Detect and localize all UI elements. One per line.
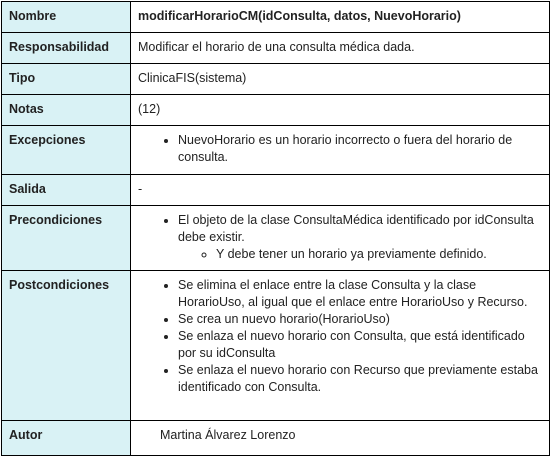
list-item: • Se enlaza el nuevo horario con Consulta, que está identificado por su idConsulta — [178, 328, 542, 362]
postcondiciones-list — [138, 277, 542, 396]
value-postcondiciones — [131, 271, 550, 421]
label-excepciones: Excepciones — [2, 126, 131, 175]
label-tipo: Tipo — [2, 64, 131, 95]
value-nombre: modificarHorarioCM(idConsulta, datos, NuevoHorario) — [131, 2, 550, 33]
row-salida — [2, 175, 550, 206]
operation-contract-table — [1, 1, 550, 456]
label-nombre: Nombre — [2, 2, 131, 33]
list-item-text: El objeto de la clase ConsultaMédica identificado por idConsulta debe existir. — [178, 213, 534, 244]
list-item: • Se elimina el enlace entre la clase Consulta y la clase HorarioUso, al igual que el enlace entre HorarioUso y Recurso. — [178, 277, 542, 311]
value-tipo: ClinicaFIS(sistema) — [131, 64, 550, 95]
row-excepciones — [2, 126, 550, 175]
label-precondiciones: Precondiciones — [2, 206, 131, 271]
value-responsabilidad: Modificar el horario de una consulta médica dada. — [131, 33, 550, 64]
label-autor: Autor — [2, 421, 131, 456]
value-precondiciones — [131, 206, 550, 271]
row-responsabilidad — [2, 33, 550, 64]
list-item: • Se crea un nuevo horario(HorarioUso) — [178, 311, 542, 328]
author-name: Martina Álvarez Lorenzo — [160, 428, 296, 442]
precondiciones-list — [138, 212, 542, 263]
value-notas: (12) — [131, 95, 550, 126]
precondiciones-sublist — [178, 246, 542, 263]
row-postcondiciones — [2, 271, 550, 421]
value-excepciones — [131, 126, 550, 175]
list-item: • NuevoHorario es un horario incorrecto o fuera del horario de consulta. — [178, 132, 542, 166]
label-postcondiciones: Postcondiciones — [2, 271, 131, 421]
row-precondiciones — [2, 206, 550, 271]
label-responsabilidad: Responsabilidad — [2, 33, 131, 64]
list-item — [178, 212, 542, 263]
row-tipo — [2, 64, 550, 95]
value-salida: - — [131, 175, 550, 206]
row-autor — [2, 421, 550, 456]
value-autor — [131, 421, 550, 456]
label-salida: Salida — [2, 175, 131, 206]
list-item: • Se enlaza el nuevo horario con Recurso que previamente estaba identificado con Consulta. — [178, 362, 542, 396]
sub-list-item: ◦ Y debe tener un horario ya previamente definido. — [216, 246, 542, 263]
row-nombre — [2, 2, 550, 33]
excepciones-list — [138, 132, 542, 166]
label-notas: Notas — [2, 95, 131, 126]
row-notas — [2, 95, 550, 126]
